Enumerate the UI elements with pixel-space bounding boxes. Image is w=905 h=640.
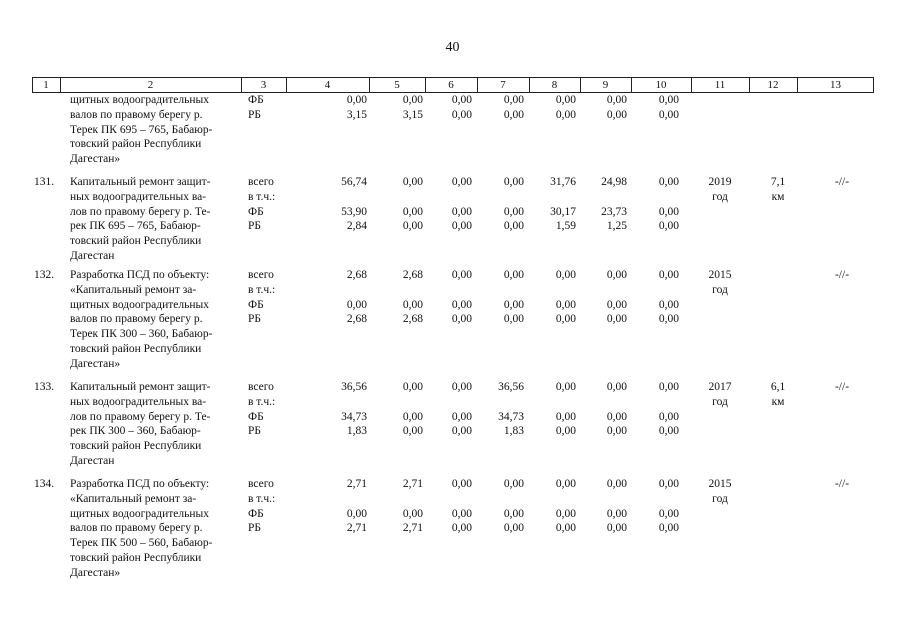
description-line: ных водооградительных ва- xyxy=(70,190,207,203)
description-line: товский район Республики xyxy=(70,138,202,151)
funding-label: в т.ч.: xyxy=(248,283,276,296)
row-number: 133. xyxy=(34,381,55,393)
amount-cell: 0,00 xyxy=(451,522,472,535)
amount-cell: 56,74 xyxy=(341,176,367,188)
column-header: 12 xyxy=(767,79,779,91)
amount-cell: 0,00 xyxy=(451,220,472,233)
amount-cell: 0,00 xyxy=(658,269,679,281)
amount-cell: 0,00 xyxy=(451,478,472,490)
completion-year: год xyxy=(712,190,728,203)
amount-cell: 1,83 xyxy=(346,425,367,438)
completion-year: год xyxy=(712,283,728,296)
amount-cell: 0,00 xyxy=(555,507,576,520)
funding-label: в т.ч.: xyxy=(248,395,276,408)
capacity-value: 7,1 xyxy=(770,176,786,188)
amount-cell: 0,00 xyxy=(402,507,423,520)
amount-cell: 0,00 xyxy=(658,507,679,520)
amount-cell: 0,00 xyxy=(555,94,576,106)
description-line: валов по правому берегу р. xyxy=(70,313,203,326)
description-line: Дагестан» xyxy=(70,357,121,370)
description-line: Дагестан» xyxy=(70,153,121,166)
description-line: рек ПК 300 – 360, Бабаюр- xyxy=(70,425,201,438)
description-line: Капитальный ремонт защит- xyxy=(70,176,211,188)
column-header: 1 xyxy=(43,79,49,91)
description-line: лов по правому берегу р. Те- xyxy=(70,410,211,423)
description-line: товский район Республики xyxy=(70,235,202,248)
funding-label: в т.ч.: xyxy=(248,492,276,505)
column-header: 7 xyxy=(500,79,506,91)
amount-cell: 0,00 xyxy=(658,381,679,393)
amount-cell: 0,00 xyxy=(658,108,679,121)
amount-cell: 0,00 xyxy=(402,220,423,233)
amount-cell: 31,76 xyxy=(550,176,576,188)
amount-cell: 0,00 xyxy=(451,313,472,326)
amount-cell: 0,00 xyxy=(402,94,423,106)
capacity-value: км xyxy=(771,395,785,408)
amount-cell: 0,00 xyxy=(658,522,679,535)
completion-year: 2015 xyxy=(708,478,732,490)
table-header-row xyxy=(32,77,874,93)
description-line: щитных водооградительных xyxy=(70,298,209,311)
description-line: товский район Республики xyxy=(70,440,202,453)
amount-cell: 0,00 xyxy=(451,410,472,423)
description-line: Дагестан xyxy=(70,454,115,467)
amount-cell: 0,00 xyxy=(658,425,679,438)
amount-cell: 3,15 xyxy=(346,108,367,121)
description-line: Терек ПК 695 – 765, Бабаюр- xyxy=(70,123,213,136)
description-line: рек ПК 695 – 765, Бабаюр- xyxy=(70,220,201,233)
column-header: 2 xyxy=(147,79,154,91)
funding-label: РБ xyxy=(248,108,261,121)
funding-label: ФБ xyxy=(248,410,264,423)
amount-cell: 36,56 xyxy=(498,381,524,393)
funding-label: ФБ xyxy=(248,94,264,106)
amount-cell: 0,00 xyxy=(555,410,576,423)
object-description xyxy=(70,175,242,264)
object-description xyxy=(70,268,242,372)
row-number: 134. xyxy=(34,478,55,490)
funding-label: всего xyxy=(248,478,274,490)
note-cell: -//- xyxy=(834,381,850,393)
column-header: 11 xyxy=(714,79,726,91)
amount-cell: 0,00 xyxy=(606,94,627,106)
amount-cell: 0,00 xyxy=(402,205,423,218)
note-cell: -//- xyxy=(834,478,850,490)
amount-cell: 0,00 xyxy=(451,269,472,281)
description-line: «Капитальный ремонт за- xyxy=(70,492,197,505)
object-description xyxy=(70,93,242,167)
amount-cell: 2,71 xyxy=(402,522,423,535)
amount-cell: 0,00 xyxy=(555,269,576,281)
amount-cell: 0,00 xyxy=(555,108,576,121)
amount-cell: 0,00 xyxy=(658,298,679,311)
funding-label: в т.ч.: xyxy=(248,190,276,203)
funding-label: всего xyxy=(248,381,274,393)
column-header: 5 xyxy=(394,79,400,91)
object-description xyxy=(70,380,242,469)
description-line: ных водооградительных ва- xyxy=(70,395,207,408)
amount-cell: 0,00 xyxy=(606,522,627,535)
amount-cell: 2,71 xyxy=(402,478,423,490)
amount-cell: 30,17 xyxy=(550,205,576,218)
row-number: 132. xyxy=(34,269,55,281)
completion-year: год xyxy=(712,395,728,408)
amount-cell: 0,00 xyxy=(658,176,679,188)
column-header: 6 xyxy=(448,79,454,91)
description-line: валов по правому берегу р. xyxy=(70,522,203,535)
amount-cell: 34,73 xyxy=(341,410,367,423)
amount-cell: 1,83 xyxy=(503,425,524,438)
funding-label: ФБ xyxy=(248,205,264,218)
amount-cell: 0,00 xyxy=(606,269,627,281)
amount-cell: 0,00 xyxy=(402,410,423,423)
description-line: Капитальный ремонт защит- xyxy=(70,381,211,393)
description-line: Разработка ПСД по объекту: xyxy=(70,269,210,281)
object-description xyxy=(70,477,242,581)
description-line: товский район Республики xyxy=(70,551,202,564)
amount-cell: 0,00 xyxy=(555,298,576,311)
amount-cell: 2,68 xyxy=(346,313,367,326)
description-line: Терек ПК 300 – 360, Бабаюр- xyxy=(70,328,213,341)
row-number: 131. xyxy=(34,176,55,188)
funding-label: всего xyxy=(248,269,274,281)
funding-label: ФБ xyxy=(248,298,264,311)
amount-cell: 0,00 xyxy=(503,298,524,311)
description-line: Терек ПК 500 – 560, Бабаюр- xyxy=(70,537,213,550)
description-line: товский район Республики xyxy=(70,342,202,355)
amount-cell: 0,00 xyxy=(503,94,524,106)
note-cell: -//- xyxy=(834,269,850,281)
note-cell: -//- xyxy=(834,176,850,188)
amount-cell: 0,00 xyxy=(658,205,679,218)
amount-cell: 0,00 xyxy=(555,478,576,490)
amount-cell: 36,56 xyxy=(341,381,367,393)
amount-cell: 2,68 xyxy=(346,269,367,281)
amount-cell: 53,90 xyxy=(341,205,367,218)
amount-cell: 2,68 xyxy=(402,313,423,326)
amount-cell: 23,73 xyxy=(601,205,627,218)
column-header: 8 xyxy=(551,79,558,91)
description-line: Дагестан» xyxy=(70,566,121,579)
amount-cell: 0,00 xyxy=(451,108,472,121)
amount-cell: 0,00 xyxy=(451,507,472,520)
completion-year: 2019 xyxy=(708,176,732,188)
amount-cell: 0,00 xyxy=(402,381,423,393)
column-header: 10 xyxy=(655,79,667,91)
amount-cell: 0,00 xyxy=(555,425,576,438)
amount-cell: 0,00 xyxy=(606,108,627,121)
description-line: лов по правому берегу р. Те- xyxy=(70,205,211,218)
amount-cell: 0,00 xyxy=(346,298,367,311)
amount-cell: 0,00 xyxy=(606,298,627,311)
amount-cell: 0,00 xyxy=(503,478,524,490)
funding-label: РБ xyxy=(248,522,261,535)
amount-cell: 0,00 xyxy=(503,522,524,535)
amount-cell: 0,00 xyxy=(451,94,472,106)
column-header: 9 xyxy=(602,79,609,91)
amount-cell: 1,59 xyxy=(555,220,576,233)
amount-cell: 0,00 xyxy=(503,108,524,121)
amount-cell: 0,00 xyxy=(503,220,524,233)
completion-year: 2015 xyxy=(708,269,732,281)
amount-cell: 0,00 xyxy=(503,507,524,520)
amount-cell: 0,00 xyxy=(606,381,627,393)
amount-cell: 0,00 xyxy=(451,381,472,393)
amount-cell: 34,73 xyxy=(498,410,524,423)
amount-cell: 0,00 xyxy=(606,410,627,423)
funding-label: РБ xyxy=(248,313,261,326)
amount-cell: 0,00 xyxy=(606,478,627,490)
amount-cell: 2,84 xyxy=(346,220,367,233)
amount-cell: 0,00 xyxy=(555,313,576,326)
amount-cell: 0,00 xyxy=(451,298,472,311)
column-header: 4 xyxy=(324,79,331,91)
amount-cell: 0,00 xyxy=(658,478,679,490)
description-line: «Капитальный ремонт за- xyxy=(70,283,197,296)
amount-cell: 0,00 xyxy=(402,176,423,188)
amount-cell: 0,00 xyxy=(402,298,423,311)
description-line: щитных водооградительных xyxy=(70,507,209,520)
amount-cell: 1,25 xyxy=(606,220,627,233)
amount-cell: 0,00 xyxy=(658,94,679,106)
funding-label: ФБ xyxy=(248,507,264,520)
amount-cell: 3,15 xyxy=(402,108,423,121)
amount-cell: 0,00 xyxy=(402,425,423,438)
amount-cell: 24,98 xyxy=(601,176,627,188)
completion-year: год xyxy=(712,492,728,505)
amount-cell: 0,00 xyxy=(503,313,524,326)
capacity-value: км xyxy=(771,190,785,203)
funding-label: РБ xyxy=(248,425,261,438)
description-line: щитных водооградительных xyxy=(70,94,209,106)
amount-cell: 0,00 xyxy=(658,313,679,326)
funding-label: РБ xyxy=(248,220,261,233)
amount-cell: 0,00 xyxy=(346,94,367,106)
amount-cell: 0,00 xyxy=(451,176,472,188)
column-header: 13 xyxy=(830,79,841,91)
amount-cell: 0,00 xyxy=(346,507,367,520)
amount-cell: 0,00 xyxy=(451,205,472,218)
amount-cell: 2,71 xyxy=(346,478,367,490)
column-header: 3 xyxy=(260,79,267,91)
amount-cell: 0,00 xyxy=(606,507,627,520)
amount-cell: 2,68 xyxy=(402,269,423,281)
completion-year: 2017 xyxy=(708,381,732,393)
amount-cell: 0,00 xyxy=(658,220,679,233)
amount-cell: 0,00 xyxy=(606,313,627,326)
capacity-value: 6,1 xyxy=(770,381,786,393)
amount-cell: 2,71 xyxy=(346,522,367,535)
amount-cell: 0,00 xyxy=(451,425,472,438)
amount-cell: 0,00 xyxy=(555,381,576,393)
amount-cell: 0,00 xyxy=(606,425,627,438)
description-line: валов по правому берегу р. xyxy=(70,108,203,121)
funding-label: всего xyxy=(248,176,274,188)
description-line: Разработка ПСД по объекту: xyxy=(70,478,210,490)
description-line: Дагестан xyxy=(70,249,115,262)
amount-cell: 0,00 xyxy=(555,522,576,535)
page-number: 40 xyxy=(445,40,460,55)
amount-cell: 0,00 xyxy=(503,205,524,218)
amount-cell: 0,00 xyxy=(658,410,679,423)
amount-cell: 0,00 xyxy=(503,269,524,281)
amount-cell: 0,00 xyxy=(503,176,524,188)
